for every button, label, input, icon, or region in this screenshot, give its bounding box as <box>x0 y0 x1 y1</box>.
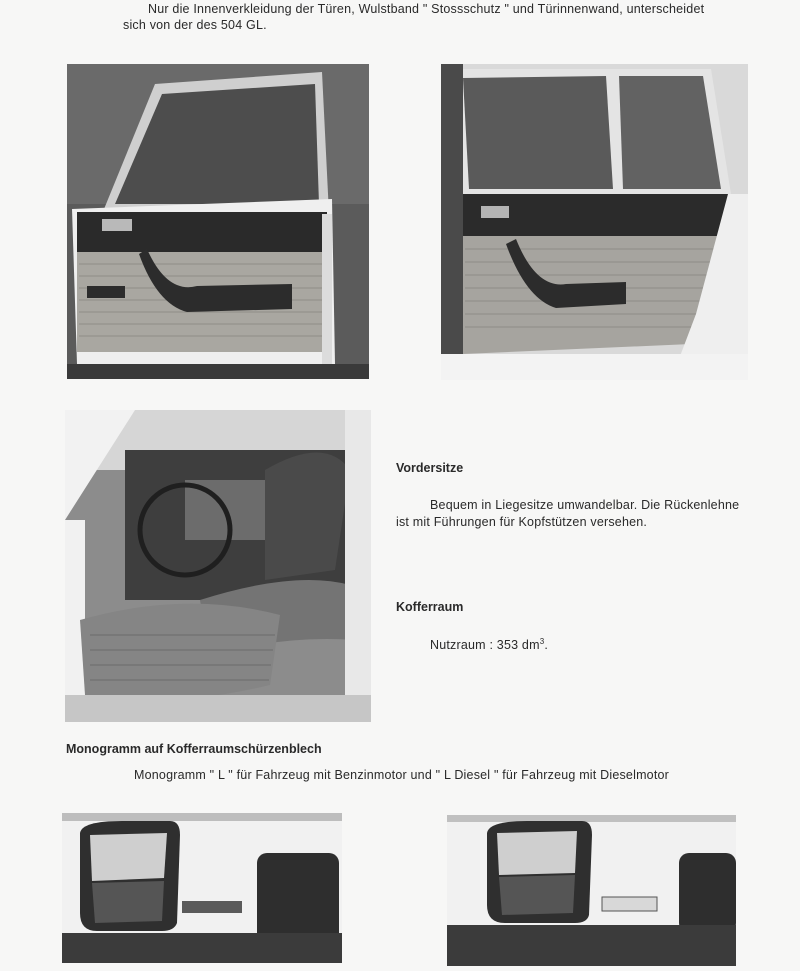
front-seats-text-line-2: ist mit Führungen für Kopfstützen versehen. <box>396 515 648 529</box>
front-seats-photo <box>65 410 371 722</box>
trunk-volume-value: Nutzraum : 353 dm <box>430 638 540 653</box>
trunk-volume-unit-superscript: 3 <box>539 637 545 646</box>
trunk-volume-text <box>430 637 548 652</box>
monogram-text: Monogramm " L " für Fahrzeug mit Benzinmotor und " L Diesel " für Fahrzeug mit Dieselmotor <box>134 768 670 782</box>
intro-line-1: Nur die Innenverkleidung der Türen, Wulstband " Stossschutz " und Türinnenwand, unterscheidet <box>148 2 705 16</box>
tail-monogram-l-diesel-photo <box>447 815 736 966</box>
front-seats-heading: Vordersitze <box>396 461 464 475</box>
trunk-volume-suffix: . <box>544 638 549 653</box>
intro-line-2: sich von der des 504 GL. <box>123 18 267 32</box>
monogram-heading: Monogramm auf Kofferraumschürzenblech <box>66 742 322 756</box>
front-door-panel-photo <box>67 64 369 379</box>
trunk-heading: Kofferraum <box>396 600 464 614</box>
front-seats-text-line-1: Bequem in Liegesitze umwandelbar. Die Rückenlehne <box>430 498 740 512</box>
rear-door-panel-photo <box>441 64 748 380</box>
tail-monogram-l-photo <box>62 813 342 963</box>
